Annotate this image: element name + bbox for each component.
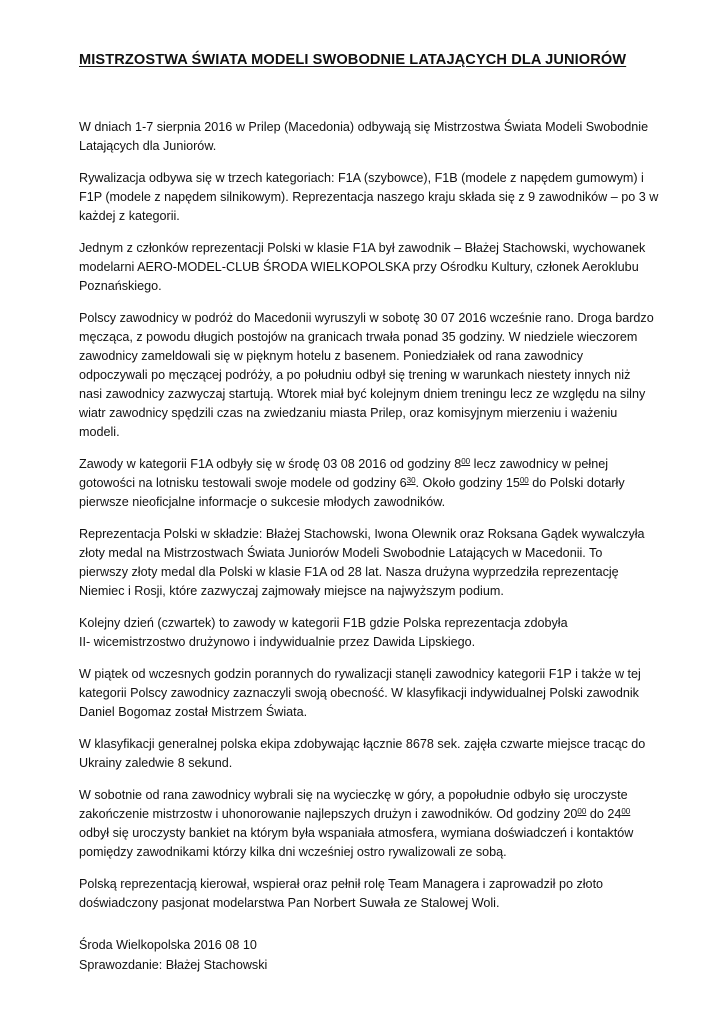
superscript: 00 — [461, 457, 471, 466]
text-line: W klasyfikacji generalnej polska ekipa zdobywając łącznie 8678 sek. zajęła czwarte miejsce tracąc do — [79, 737, 646, 751]
text-line: każdej z kategorii. — [79, 209, 180, 223]
paragraph-journey — [79, 309, 664, 442]
text-line: Reprezentacja Polski w składzie: Błażej Stachowski, Iwona Olewnik oraz Roksana Gądek wywalczyła — [79, 527, 645, 541]
paragraph-team-member — [79, 239, 664, 296]
text-line: Poznańskiego. — [79, 279, 162, 293]
text-line — [79, 805, 664, 824]
report-author: Sprawozdanie: Błażej Stachowski — [79, 958, 268, 972]
text-line: W piątek od wczesnych godzin porannych do rywalizacji stanęli zawodnicy kategorii F1P i także w tej — [79, 667, 641, 681]
place-date: Środa Wielkopolska 2016 08 10 — [79, 938, 257, 952]
text-line: W dniach 1-7 sierpnia 2016 w Prilep (Macedonia) odbywają się Mistrzostwa Świata Modeli Swobodnie — [79, 120, 649, 134]
superscript: 30 — [406, 476, 416, 485]
text-line: Niemiec i Rosji, które zazwyczaj zajmowały miejsce na najwyższym podium. — [79, 584, 504, 598]
text-line: wiatr zawodnicy spędzili czas na zwiedzaniu miasta Prilep, oraz komisyjnym mierzeniu i ważeniu — [79, 406, 618, 420]
text-line: Rywalizacja odbywa się w trzech kategoriach: F1A (szybowce), F1B (modele z napędem gumowym) i — [79, 171, 644, 185]
text-run: do Polski dotarły — [528, 476, 625, 490]
text-line — [79, 455, 664, 474]
text-line: Latających dla Juniorów. — [79, 139, 217, 153]
paragraph-f1p — [79, 665, 664, 722]
text-line: doświadczony pasjonat modelarstwa Pan Norbert Suwała ze Stalowej Woli. — [79, 896, 500, 910]
text-line: modeli. — [79, 425, 120, 439]
superscript: 00 — [621, 807, 631, 816]
text-line: II- wicemistrzostwo drużynowo i indywidualnie przez Dawida Lipskiego. — [79, 635, 476, 649]
text-line: Polscy zawodnicy w podróż do Macedonii wyruszyli w sobotę 30 07 2016 wcześnie rano. Droga bardzo — [79, 311, 654, 325]
text-line: kategorii Polscy zawodnicy zaznaczyli swoją obecność. W klasyfikacji indywidualnej Polski zawodnik — [79, 686, 639, 700]
text-run: do 24 — [586, 807, 622, 821]
superscript: 00 — [519, 476, 529, 485]
text-run: lecz zawodnicy w pełnej — [470, 457, 609, 471]
text-line: pierwszy złoty medal dla Polski w klasie F1A od 28 lat. Nasza drużyna wyprzedziła reprezentację — [79, 565, 619, 579]
text-line: Kolejny dzień (czwartek) to zawody w kategorii F1B gdzie Polska reprezentacja zdobyła — [79, 616, 568, 630]
paragraph-categories — [79, 169, 664, 226]
document-footer — [79, 935, 267, 975]
text-run: . Około godziny 15 — [415, 476, 520, 490]
text-line: odbył się uroczysty bankiet na którym była wspaniała atmosfera, wymiana doświadczeń i kontaktów — [79, 826, 634, 840]
paragraph-team-manager — [79, 875, 664, 913]
text-line: Polską reprezentacją kierował, wspierał oraz pełnił rolę Team Managera i zaprowadził po złoto — [79, 877, 604, 891]
paragraph-general-classification — [79, 735, 664, 773]
paragraph-closing-ceremony — [79, 786, 664, 862]
text-line: W sobotnie od rana zawodnicy wybrali się na wycieczkę w góry, a popołudnie odbyło się uroczyste — [79, 788, 628, 802]
text-line: zawodnicy zameldowali się w pięknym hotelu z basenem. Poniedziałek od rana zawodnicy — [79, 349, 584, 363]
paragraph-f1a-competition — [79, 455, 664, 512]
text-line: Jednym z członków reprezentacji Polski w klasie F1A był zawodnik – Błażej Stachowski, wychowanek — [79, 241, 646, 255]
text-line: modelarni AERO-MODEL-CLUB ŚRODA WIELKOPOLSKA przy Ośrodku Kultury, członek Aeroklubu — [79, 260, 639, 274]
text-line: Ukrainy zaledwie 8 sekund. — [79, 756, 233, 770]
text-line: męcząca, z powodu długich postojów na granicach trwała ponad 35 godziny. W niedziele wieczorem — [79, 330, 638, 344]
paragraph-gold-medal — [79, 525, 664, 601]
text-line: pomiędzy zawodnikami którzy kilka dni wcześniej ostro rywalizowali ze sobą. — [79, 845, 507, 859]
text-line — [79, 474, 664, 493]
text-run: gotowości na lotnisku testowali swoje modele od godziny 6 — [79, 476, 407, 490]
text-line: odpoczywali po męczącej podróży, a po południu odbył się trening w warunkach niestety innych niż — [79, 368, 631, 382]
text-run: zakończenie mistrzostw i uhonorowanie najlepszych drużyn i zawodników. Od godziny 20 — [79, 807, 578, 821]
paragraph-f1b — [79, 614, 664, 652]
text-run: Zawody w kategorii F1A odbyły się w środę 03 08 2016 od godziny 8 — [79, 457, 462, 471]
document-title: MISTRZOSTWA ŚWIATA MODELI SWOBODNIE LATAJĄCYCH DLA JUNIORÓW — [79, 52, 627, 68]
text-line: nasi zawodnicy zazwyczaj startują. Wtorek miał być kolejnym dniem treningu lecz ze względu na silny — [79, 387, 646, 401]
text-line: złoty medal na Mistrzostwach Świata Juniorów Modeli Swobodnie Latających w Macedonii. To — [79, 546, 603, 560]
paragraph-intro — [79, 118, 664, 156]
superscript: 00 — [577, 807, 587, 816]
text-line: F1P (modele z napędem silnikowym). Reprezentacja naszego kraju składa się z 9 zawodników – po 3 w — [79, 190, 659, 204]
text-line: pierwsze nieoficjalne informacje o sukcesie młodych zawodników. — [79, 495, 446, 509]
text-line: Daniel Bogomaz został Mistrzem Świata. — [79, 705, 308, 719]
